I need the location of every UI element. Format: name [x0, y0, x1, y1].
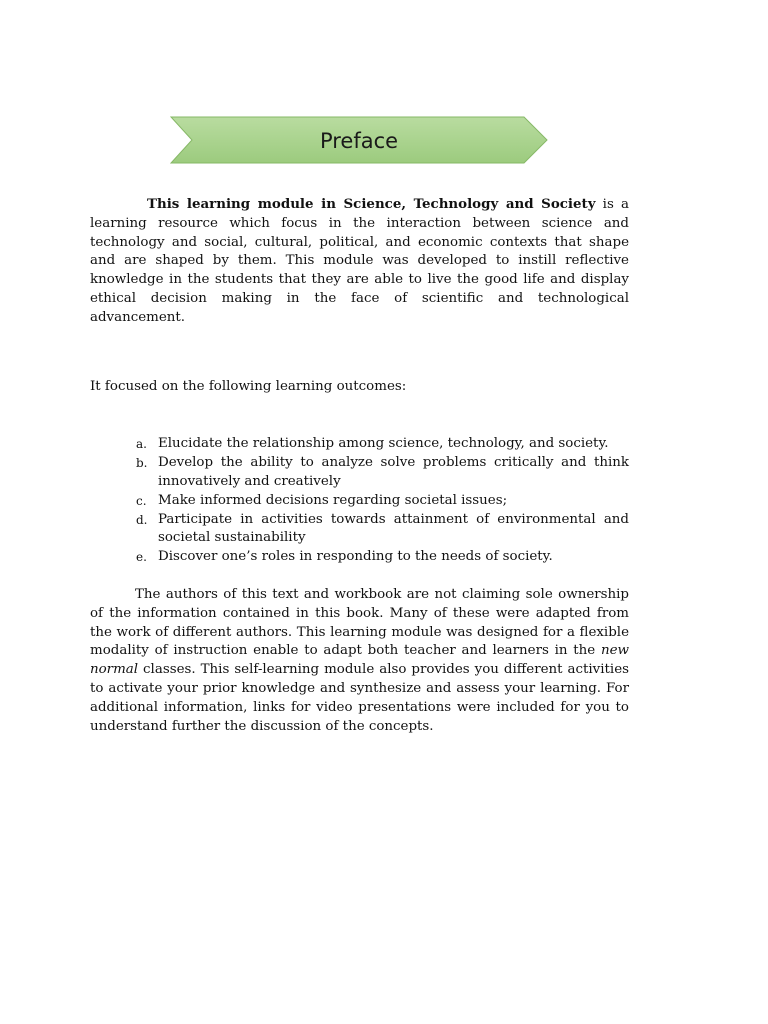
list-item-text: Make informed decisions regarding societal issues;	[158, 492, 508, 508]
list-item	[90, 492, 629, 511]
list-marker: b.	[136, 456, 148, 471]
list-item	[90, 548, 629, 567]
intro-bold-lead: This learning module in Science, Technology and Society	[147, 196, 596, 212]
page-title: Preface	[319, 129, 399, 153]
list-marker: c.	[136, 493, 147, 508]
closing-text-part2: classes. This self-learning module also provides you different activities to activate your prior knowledge and synthesize and assess your learning. For additional information, links for video presentations were included for you to understand further the discussion of the concepts.	[90, 662, 629, 734]
list-item	[90, 454, 629, 492]
list-item-text: Participate in activities towards attainment of environmental and societal sustainability	[158, 511, 629, 546]
list-item-text: Develop the ability to analyze solve problems critically and think innovatively and creatively	[158, 455, 629, 489]
closing-text-part1: The authors of this text and workbook are not claiming sole ownership of the information contained in this book. Many of these were adapted from the work of different authors. This learning module was designed for a flexible modality of instruction enable to adapt both teacher and learners in the	[90, 586, 629, 659]
list-marker: a.	[136, 437, 147, 452]
list-item-text: Elucidate the relationship among science, technology, and society.	[158, 436, 609, 452]
intro-text: is a learning resource which focus in the interaction between science and technology and social, cultural, political, and economic contexts that shape and are shaped by them. This module was developed to instill reflective knowledge in the students that they are able to live the good life and display ethical decision making in the face of scientific and technological advancement.	[90, 197, 629, 325]
document-body	[90, 195, 629, 736]
closing-italic-term: new normal	[90, 643, 629, 678]
outcomes-lead: It focused on the following learning outcomes:	[90, 378, 407, 394]
list-marker: d.	[136, 512, 148, 527]
list-marker: e.	[136, 550, 147, 565]
preface-banner	[170, 116, 548, 164]
list-item	[90, 511, 629, 549]
outcomes-list	[90, 435, 629, 567]
list-item	[90, 435, 629, 454]
intro-paragraph	[90, 195, 629, 328]
closing-paragraph	[90, 586, 629, 736]
list-item-text: Discover one’s roles in responding to the needs of society.	[158, 549, 553, 565]
